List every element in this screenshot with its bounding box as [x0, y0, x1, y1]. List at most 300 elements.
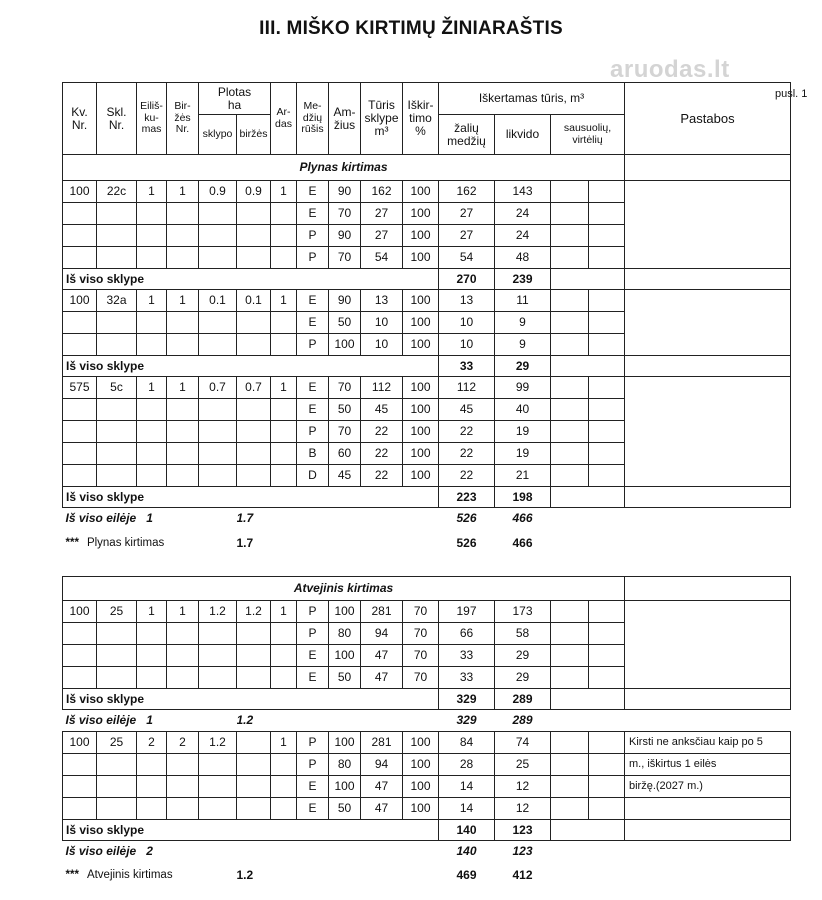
pastabos-cell	[625, 421, 791, 443]
table-cell: 100	[403, 465, 439, 487]
table-cell	[97, 754, 137, 776]
col-bir-header: Bir- žės Nr.	[167, 83, 199, 155]
stars: ***	[65, 537, 79, 549]
table-cell: 47	[361, 798, 403, 820]
table-cell	[271, 203, 297, 225]
col-turis-header: Tūris sklype m³	[361, 83, 403, 155]
spacer	[297, 530, 439, 558]
table-cell	[237, 443, 271, 465]
table-cell	[199, 667, 237, 689]
document-title: III. MIŠKO KIRTIMŲ ŽINIARAŠTIS	[259, 18, 563, 39]
table-cell	[63, 334, 97, 356]
table-cell: 45	[329, 465, 361, 487]
table-cell	[137, 312, 167, 334]
sausuoliu-cell	[589, 334, 625, 356]
sausuoliu-cell	[551, 312, 589, 334]
pastabos-cell	[625, 667, 791, 689]
grand-total-likvido: 412	[512, 868, 533, 882]
table-cell: 100	[403, 181, 439, 203]
table-cell: 1	[271, 732, 297, 754]
table-cell	[97, 465, 137, 487]
table-cell: 100	[329, 334, 361, 356]
grand-total-likvido: 466	[512, 536, 533, 550]
table-cell: E	[297, 290, 329, 312]
table-cell: 112	[439, 377, 495, 399]
table-cell: P	[297, 732, 329, 754]
pastabos-cell	[625, 155, 791, 181]
sausuoliu-cell	[589, 776, 625, 798]
table-cell	[137, 667, 167, 689]
pastabos-note	[625, 798, 791, 820]
table-cell: 54	[439, 247, 495, 269]
table-cell: E	[297, 203, 329, 225]
table-cell: 21	[495, 465, 551, 487]
table-cell: 80	[329, 754, 361, 776]
table-cell: 99	[495, 377, 551, 399]
table-cell	[237, 225, 271, 247]
felling-table-selective-cut	[62, 576, 791, 889]
col-sausuoliu-header: sausuolių, virtėlių	[551, 115, 625, 155]
table-cell: 70	[329, 421, 361, 443]
table-cell: 10	[439, 312, 495, 334]
total-likvido: 29	[495, 356, 551, 377]
col-sklypo-header: sklypo	[199, 115, 237, 155]
table-cell: 100	[329, 645, 361, 667]
table-cell: 1	[271, 290, 297, 312]
table-cell	[137, 247, 167, 269]
table-cell: 66	[439, 623, 495, 645]
table-cell: 40	[495, 399, 551, 421]
spacer	[297, 508, 439, 530]
table-cell: 13	[361, 290, 403, 312]
table-cell	[237, 334, 271, 356]
table-cell	[97, 399, 137, 421]
table-row	[63, 623, 791, 645]
table-cell: 24	[495, 225, 551, 247]
table-cell	[167, 203, 199, 225]
table-cell	[237, 465, 271, 487]
table-cell: 1.2	[199, 601, 237, 623]
sausuoliu-cell	[551, 443, 589, 465]
pastabos-cell	[625, 356, 791, 377]
table-row	[63, 181, 791, 203]
total-zaliu: 329	[439, 689, 495, 710]
eile-label-text: Iš viso eilėje	[65, 713, 137, 727]
total-zaliu: 223	[439, 487, 495, 508]
table-cell	[167, 399, 199, 421]
table-cell: 22	[439, 465, 495, 487]
table-cell	[63, 225, 97, 247]
table-cell	[63, 623, 97, 645]
sausuoliu-cell	[551, 732, 589, 754]
table-cell	[97, 443, 137, 465]
table-cell: 100	[403, 443, 439, 465]
table-cell	[167, 312, 199, 334]
table-cell: 10	[361, 334, 403, 356]
sausuoliu-cell	[589, 645, 625, 667]
sausuoliu-cell	[589, 798, 625, 820]
total-zaliu: 33	[439, 356, 495, 377]
table-cell	[271, 247, 297, 269]
grand-total-label	[63, 863, 237, 889]
sausuoliu-cell	[551, 820, 625, 841]
table-cell: 70	[403, 623, 439, 645]
table-cell: 70	[403, 601, 439, 623]
pastabos-cell	[625, 269, 791, 290]
table-cell	[167, 421, 199, 443]
table-cell: 12	[495, 798, 551, 820]
table-cell: 0.9	[199, 181, 237, 203]
total-likvido: 198	[495, 487, 551, 508]
table-cell: 143	[495, 181, 551, 203]
sausuoliu-cell	[589, 732, 625, 754]
table-cell: 14	[439, 776, 495, 798]
eile-label-text: Iš viso eilėje	[65, 844, 137, 859]
table-cell: 100	[403, 312, 439, 334]
table-cell	[97, 312, 137, 334]
col-iskertamas-header: Iškertamas tūris, m³	[439, 83, 625, 115]
table-cell: P	[297, 601, 329, 623]
sausuoliu-cell	[551, 601, 589, 623]
pastabos-cell	[625, 312, 791, 334]
table-cell	[271, 798, 297, 820]
table-row	[63, 312, 791, 334]
table-cell: 27	[361, 203, 403, 225]
table-cell: 70	[403, 645, 439, 667]
table-cell: 1	[167, 601, 199, 623]
plot-total-row	[63, 269, 791, 290]
table-cell: 0.1	[199, 290, 237, 312]
table-cell: 70	[403, 667, 439, 689]
table-cell	[237, 776, 271, 798]
table-cell: 1	[167, 290, 199, 312]
table-cell: 27	[439, 225, 495, 247]
table-cell: 0.7	[237, 377, 271, 399]
plot-total-label: Iš viso sklype	[63, 820, 439, 841]
table-cell: 281	[361, 732, 403, 754]
table-cell: E	[297, 776, 329, 798]
table-cell: 0.7	[199, 377, 237, 399]
sausuoliu-cell	[589, 421, 625, 443]
pastabos-cell	[625, 377, 791, 399]
table-cell: 60	[329, 443, 361, 465]
table-cell: 84	[439, 732, 495, 754]
spacer	[551, 841, 791, 863]
grand-total-zaliu: 469	[456, 868, 477, 882]
table-cell	[63, 465, 97, 487]
table-cell: 100	[403, 290, 439, 312]
table-row	[63, 399, 791, 421]
total-likvido: 239	[495, 269, 551, 290]
table-cell	[97, 798, 137, 820]
table-cell	[167, 645, 199, 667]
table-cell: 22	[361, 421, 403, 443]
grand-total-row	[63, 863, 791, 889]
table-cell: 47	[361, 667, 403, 689]
sausuoliu-cell	[551, 377, 589, 399]
table-cell	[167, 334, 199, 356]
table-cell	[97, 203, 137, 225]
total-likvido: 289	[495, 689, 551, 710]
spacer	[551, 508, 791, 530]
table-cell: 28	[439, 754, 495, 776]
table-cell: 24	[495, 203, 551, 225]
table-cell	[97, 334, 137, 356]
table-cell	[271, 421, 297, 443]
table-cell: 1.2	[199, 732, 237, 754]
felling-table-clear-cut	[62, 82, 791, 558]
table-cell	[137, 203, 167, 225]
plot-total-label: Iš viso sklype	[63, 487, 439, 508]
table-cell: 33	[439, 645, 495, 667]
sausuoliu-cell	[589, 623, 625, 645]
eile-number: 1	[146, 713, 153, 727]
pastabos-cell	[625, 203, 791, 225]
table-cell: 100	[329, 732, 361, 754]
table-cell	[199, 334, 237, 356]
table-cell: 1	[137, 601, 167, 623]
table-cell: 100	[329, 601, 361, 623]
table-row	[63, 667, 791, 689]
table-cell: 10	[439, 334, 495, 356]
sausuoliu-cell	[551, 776, 589, 798]
spacer	[551, 530, 791, 558]
table-cell: 100	[63, 732, 97, 754]
section-heading: Atvejinis kirtimas	[63, 577, 625, 601]
pastabos-cell	[625, 443, 791, 465]
table-cell: P	[297, 334, 329, 356]
eile-plotas: 1.7	[236, 511, 254, 526]
col-plotas-header: Plotas ha	[199, 83, 271, 115]
table-cell: E	[297, 645, 329, 667]
table-cell	[97, 645, 137, 667]
table-cell	[167, 247, 199, 269]
col-likvido-header: likvido	[495, 115, 551, 155]
table-cell	[199, 754, 237, 776]
plot-total-label: Iš viso sklype	[63, 689, 439, 710]
pastabos-note: m., iškirtus 1 eilės	[625, 754, 791, 776]
sausuoliu-cell	[589, 465, 625, 487]
table-cell: 70	[329, 247, 361, 269]
pastabos-cell	[625, 181, 791, 203]
table-cell	[97, 623, 137, 645]
sausuoliu-cell	[589, 443, 625, 465]
table-row	[63, 601, 791, 623]
table-cell: 47	[361, 776, 403, 798]
table-cell: 100	[403, 334, 439, 356]
sausuoliu-cell	[551, 399, 589, 421]
table-cell	[137, 399, 167, 421]
table-cell	[237, 623, 271, 645]
sausuoliu-cell	[551, 689, 625, 710]
table-cell	[199, 465, 237, 487]
table-cell	[97, 225, 137, 247]
table-cell	[271, 399, 297, 421]
table-cell: 100	[403, 377, 439, 399]
table-cell: 47	[361, 645, 403, 667]
sausuoliu-cell	[551, 798, 589, 820]
pastabos-cell	[625, 465, 791, 487]
table-cell: 70	[329, 377, 361, 399]
table-cell: 19	[495, 421, 551, 443]
table-cell: 50	[329, 399, 361, 421]
table-row	[63, 290, 791, 312]
table-cell: 1	[271, 601, 297, 623]
plot-total-row	[63, 689, 791, 710]
sausuoliu-cell	[589, 667, 625, 689]
sausuoliu-cell	[551, 181, 589, 203]
pastabos-cell	[625, 689, 791, 710]
table-cell: 50	[329, 312, 361, 334]
sausuoliu-cell	[551, 334, 589, 356]
table-cell	[271, 312, 297, 334]
table-cell: B	[297, 443, 329, 465]
table-cell: 2	[137, 732, 167, 754]
table-cell	[137, 443, 167, 465]
table-cell	[199, 247, 237, 269]
table-row	[63, 334, 791, 356]
table-cell	[167, 667, 199, 689]
table-cell	[63, 399, 97, 421]
table-cell: 1	[271, 377, 297, 399]
plot-total-row	[63, 487, 791, 508]
table-cell	[167, 623, 199, 645]
table-cell: 1	[137, 377, 167, 399]
table-cell: 100	[63, 601, 97, 623]
spacer	[551, 863, 791, 889]
table-cell	[271, 776, 297, 798]
pastabos-cell	[625, 290, 791, 312]
table-row	[63, 443, 791, 465]
total-zaliu: 140	[439, 820, 495, 841]
table-cell: E	[297, 312, 329, 334]
table-cell: 162	[439, 181, 495, 203]
col-pastabos-header: Pastabos	[625, 83, 791, 155]
table-cell	[137, 776, 167, 798]
table-cell: 22c	[97, 181, 137, 203]
table-cell	[237, 421, 271, 443]
table-cell: 22	[361, 443, 403, 465]
table-cell: 90	[329, 225, 361, 247]
page-number: pusl. 1	[775, 88, 808, 100]
table-cell: 45	[361, 399, 403, 421]
table-cell: P	[297, 247, 329, 269]
table-cell: 173	[495, 601, 551, 623]
col-kv-header: Kv. Nr.	[63, 83, 97, 155]
table-cell: 100	[63, 290, 97, 312]
table-cell: P	[297, 754, 329, 776]
table-row	[63, 465, 791, 487]
table-cell	[63, 443, 97, 465]
table-cell	[237, 203, 271, 225]
grand-total-label-text: Plynas kirtimas	[86, 537, 165, 549]
table-cell	[237, 667, 271, 689]
plot-total-label: Iš viso sklype	[63, 269, 439, 290]
table-cell: 50	[329, 667, 361, 689]
section-heading-row	[63, 577, 791, 601]
table-cell: 25	[97, 601, 137, 623]
table-cell: 100	[329, 776, 361, 798]
table-cell: E	[297, 798, 329, 820]
table-cell: P	[297, 421, 329, 443]
table-cell: 13	[439, 290, 495, 312]
sausuoliu-cell	[589, 601, 625, 623]
sausuoliu-cell	[551, 356, 625, 377]
table-cell: 22	[439, 421, 495, 443]
section-heading: Plynas kirtimas	[63, 155, 625, 181]
sausuoliu-cell	[589, 754, 625, 776]
eile-label	[63, 508, 237, 530]
sausuoliu-cell	[551, 247, 589, 269]
table-cell	[237, 798, 271, 820]
sausuoliu-cell	[589, 399, 625, 421]
table-cell: E	[297, 667, 329, 689]
table-row	[63, 377, 791, 399]
table-cell	[271, 465, 297, 487]
pastabos-note: Kirsti ne anksčiau kaip po 5	[625, 732, 791, 754]
sausuoliu-cell	[589, 247, 625, 269]
row-total-eile	[63, 710, 791, 732]
eile-number: 2	[146, 844, 153, 859]
pastabos-cell	[625, 225, 791, 247]
table-cell: E	[297, 181, 329, 203]
table-cell	[63, 247, 97, 269]
section-heading-row	[63, 155, 791, 181]
stars: ***	[65, 869, 79, 881]
table-cell	[63, 798, 97, 820]
table-cell	[137, 645, 167, 667]
table-cell: 58	[495, 623, 551, 645]
table-cell: 100	[403, 754, 439, 776]
table-cell: E	[297, 399, 329, 421]
table-cell	[237, 312, 271, 334]
col-amzius-header: Am- žius	[329, 83, 361, 155]
pastabos-cell	[625, 399, 791, 421]
table-cell	[271, 623, 297, 645]
table-cell: 100	[403, 776, 439, 798]
grand-total-plotas: 1.2	[236, 868, 254, 882]
pastabos-cell	[625, 623, 791, 645]
table-cell	[167, 465, 199, 487]
table-row	[63, 247, 791, 269]
table-cell	[97, 776, 137, 798]
table-cell	[199, 798, 237, 820]
table-cell	[97, 421, 137, 443]
table-cell: D	[297, 465, 329, 487]
spacer	[551, 710, 791, 732]
table-cell	[199, 443, 237, 465]
sausuoliu-cell	[551, 754, 589, 776]
table-cell: 100	[403, 399, 439, 421]
col-iskirtimo-header: Iškir- timo %	[403, 83, 439, 155]
table-cell	[137, 225, 167, 247]
eile-label-text: Iš viso eilėje	[65, 511, 137, 526]
table-cell: 100	[403, 732, 439, 754]
table-cell: 50	[329, 798, 361, 820]
table-cell: 9	[495, 312, 551, 334]
col-birzes-header: biržės	[237, 115, 271, 155]
grand-total-label	[63, 530, 237, 558]
sausuoliu-cell	[589, 203, 625, 225]
table-cell: 100	[403, 798, 439, 820]
table-cell	[137, 465, 167, 487]
table-cell: 33	[439, 667, 495, 689]
table-cell: 94	[361, 754, 403, 776]
table-cell: 25	[97, 732, 137, 754]
table-cell: 0.1	[237, 290, 271, 312]
table-row	[63, 225, 791, 247]
spacer	[297, 710, 439, 732]
